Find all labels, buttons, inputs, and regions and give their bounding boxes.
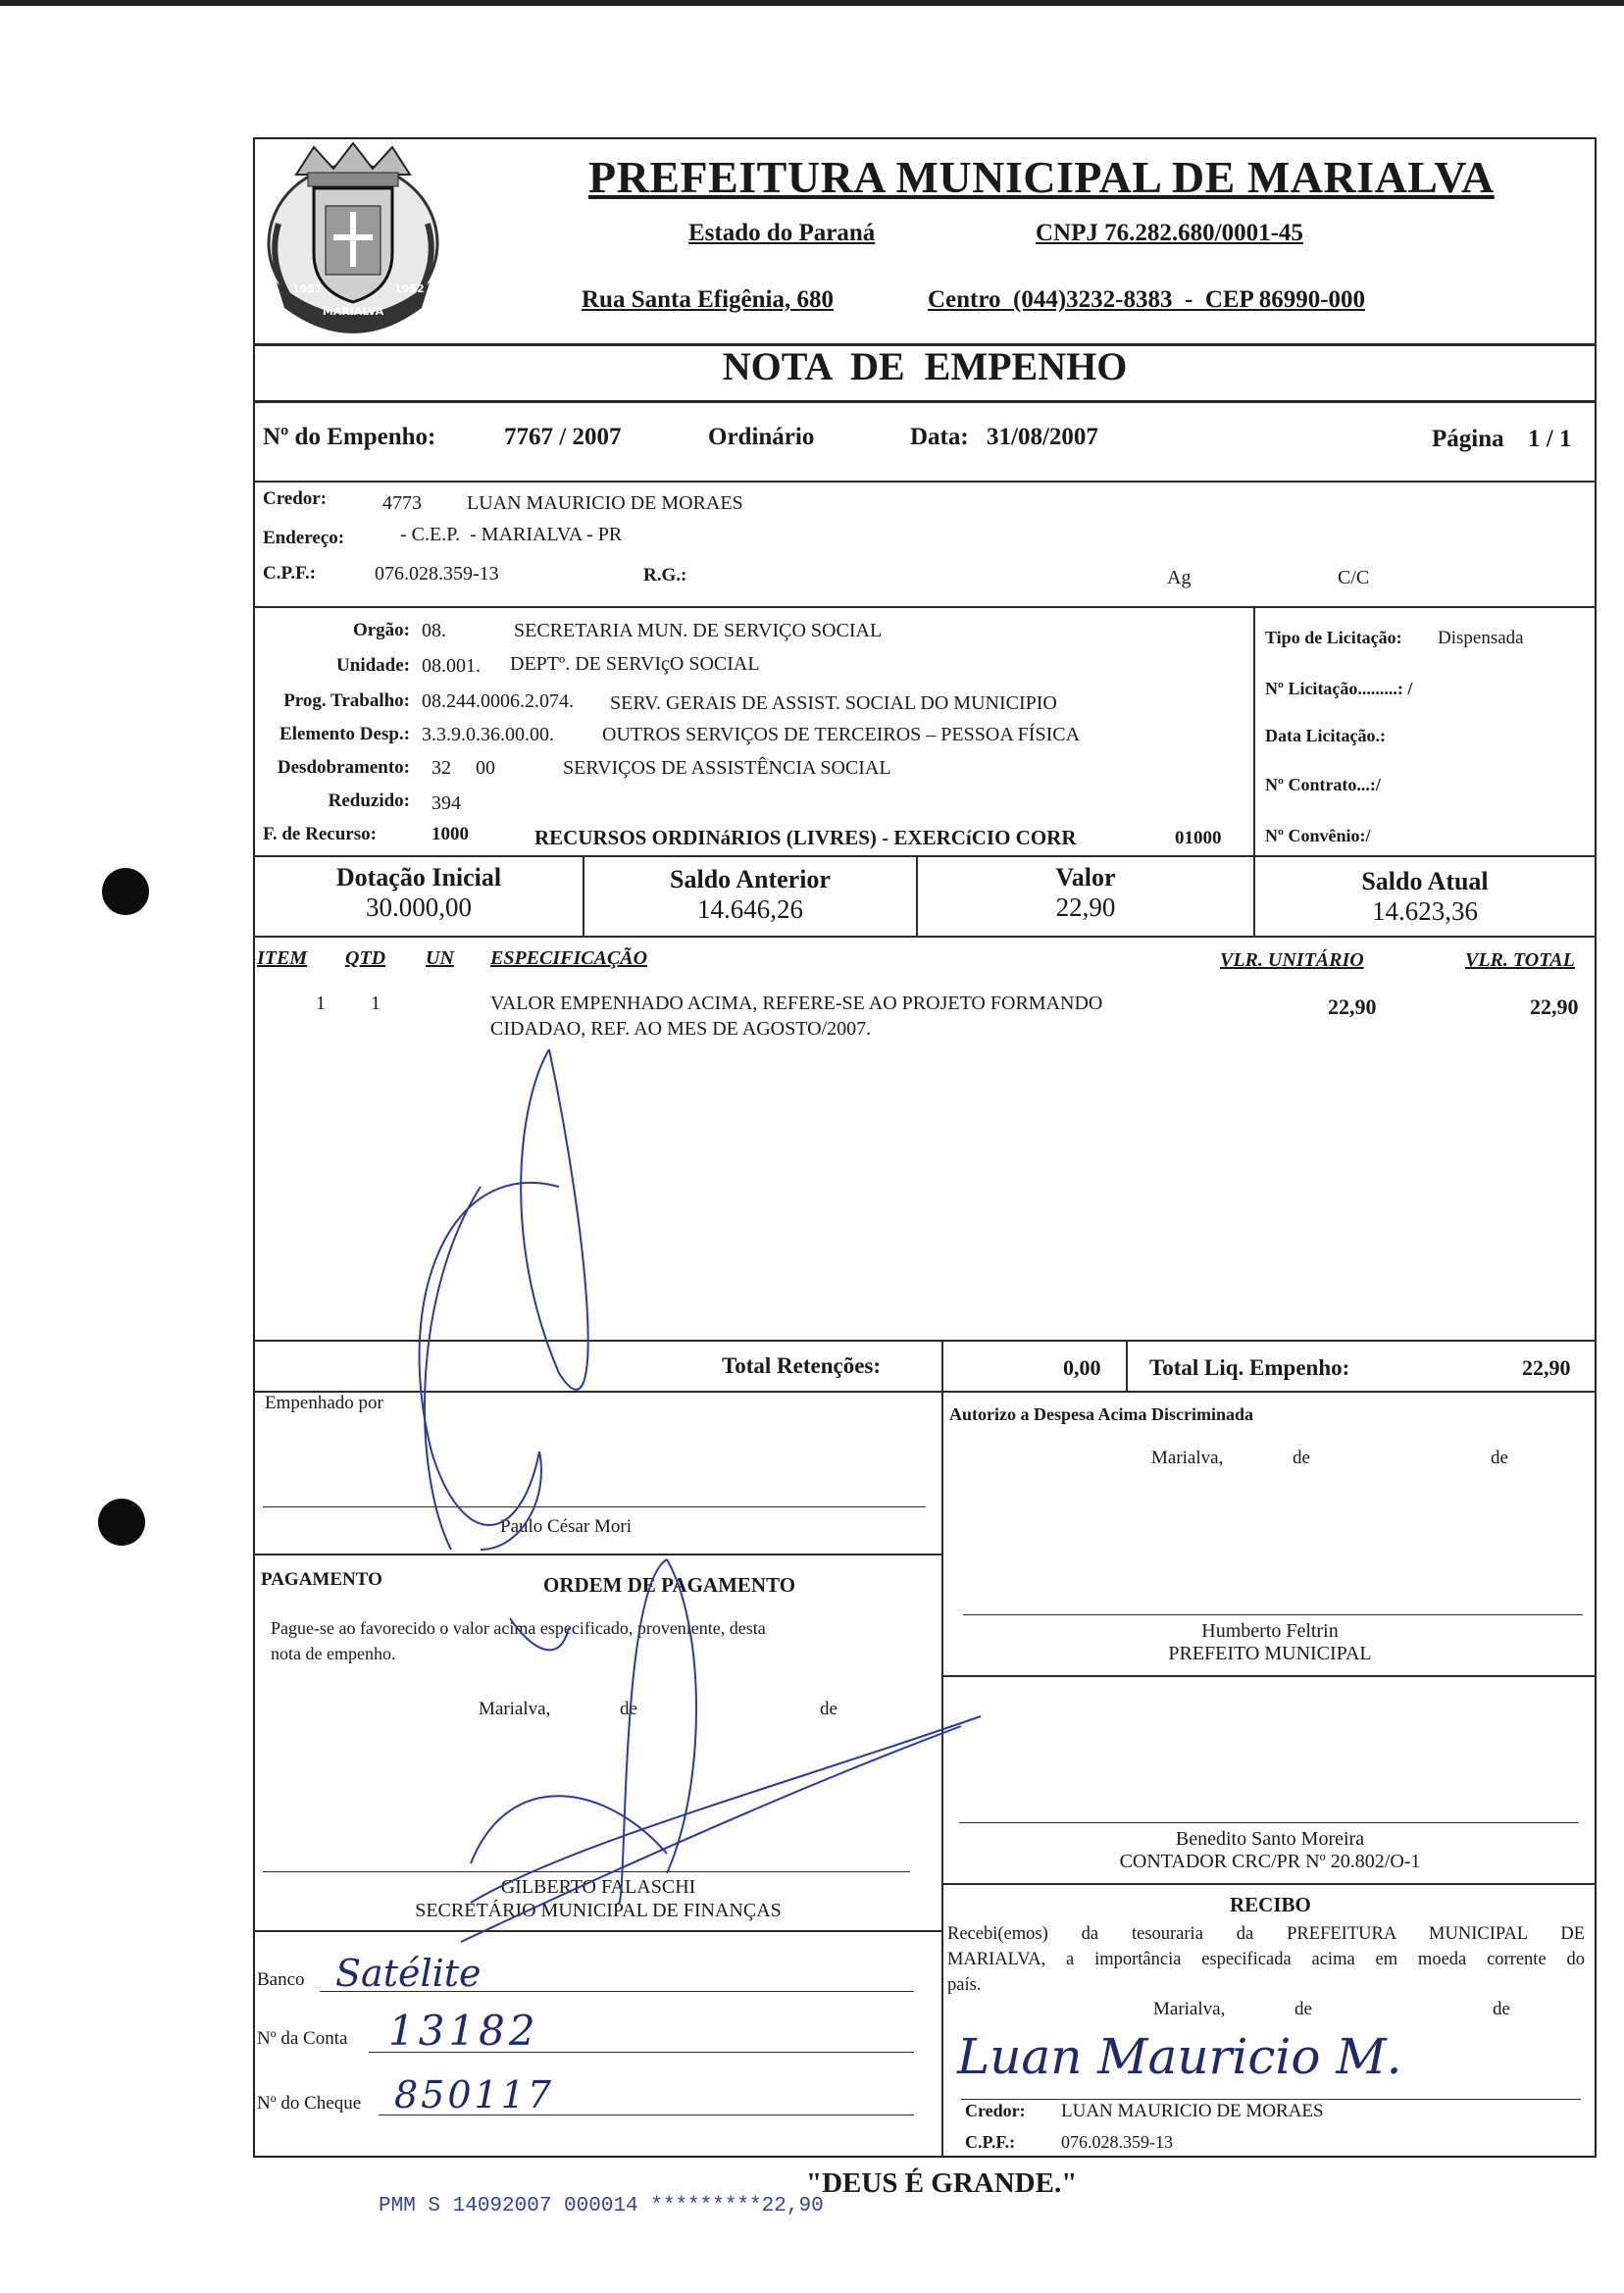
empenho-number: 7767 / 2007 bbox=[504, 424, 622, 450]
address-label: Rua Santa Efigênia, 680 bbox=[582, 286, 834, 313]
autorizo-label: Autorizo a Despesa Acima Discriminada bbox=[949, 1404, 1253, 1424]
recibo-cpf: 076.028.359-13 bbox=[1061, 2132, 1173, 2152]
signature-scribble-icon bbox=[373, 1040, 1000, 1981]
conta-label: Nº da Conta bbox=[257, 2028, 348, 2049]
prefeito: Humberto Feltrin PREFEITO MUNICIPAL bbox=[1168, 1620, 1372, 1664]
empenhado-nome: Paulo César Mori bbox=[500, 1516, 633, 1537]
print-stamp: PMM S 14092007 000014 *********22,90 bbox=[379, 2195, 824, 2217]
empenho-date: 31/08/2007 bbox=[987, 424, 1098, 450]
banco-label: Banco bbox=[257, 1969, 305, 1990]
empenho-type: Ordinário bbox=[708, 424, 815, 450]
punch-hole bbox=[98, 1499, 145, 1546]
dotacao-inicial: Dotação Inicial 30.000,00 bbox=[335, 863, 502, 922]
municipal-seal-icon bbox=[257, 135, 449, 336]
n-contrato: Nº Contrato...:/ bbox=[1265, 775, 1381, 794]
district-phone-label: Centro (044)3232-8383 - CEP 86990-000 bbox=[928, 286, 1366, 313]
credor-label: Credor: bbox=[263, 488, 328, 509]
conta-corrente-label: C/C bbox=[1338, 567, 1370, 588]
credor-code: 4773 bbox=[382, 492, 422, 514]
cheque-label: Nº do Cheque bbox=[257, 2093, 362, 2114]
n-licitacao: Nº Licitação.........: / bbox=[1265, 679, 1413, 698]
document-title: NOTA DE EMPENHO bbox=[722, 344, 1128, 388]
cpf-value: 076.028.359-13 bbox=[375, 563, 499, 585]
empenho-date-label: Data: bbox=[910, 424, 969, 450]
footer-motto: "DEUS É GRANDE." bbox=[806, 2167, 1078, 2199]
recibo-texto: Recebi(emos) da tesouraria da PREFEITURA MUNICIPAL DE bbox=[947, 1924, 1585, 1944]
tipo-licitacao-label: Tipo de Licitação: bbox=[1265, 628, 1402, 647]
recibo-signature: Luan Mauricio M. bbox=[957, 2028, 1402, 2085]
data-licitacao: Data Licitação.: bbox=[1265, 726, 1386, 745]
saldo-anterior: Saldo Anterior 14.646,26 bbox=[670, 865, 831, 924]
tipo-licitacao-value: Dispensada bbox=[1438, 628, 1524, 648]
liq-value: 22,90 bbox=[1522, 1355, 1571, 1380]
pagamento-texto: Pague-se ao favorecido o valor acima especificado, proveniente, desta bbox=[271, 1618, 766, 1638]
ordem-pagamento-label: ORDEM DE PAGAMENTO bbox=[543, 1573, 796, 1597]
n-convenio: Nº Convênio:/ bbox=[1265, 826, 1371, 845]
contador: Benedito Santo Moreira CONTADOR CRC/PR Nº 20.802/O-1 bbox=[1119, 1828, 1421, 1872]
estado-label: Estado do Paraná bbox=[688, 220, 876, 246]
cpf-label: C.P.F.: bbox=[263, 563, 317, 584]
liq-label: Total Liq. Empenho: bbox=[1149, 1355, 1350, 1380]
conta-value: 13182 bbox=[388, 2007, 539, 2055]
scan-top-edge bbox=[0, 0, 1624, 6]
page-label: Página bbox=[1432, 426, 1504, 452]
rg-label: R.G.: bbox=[643, 565, 687, 586]
cnpj-label: CNPJ 76.282.680/0001-45 bbox=[1036, 220, 1303, 246]
recurso-desc: RECURSOS ORDINáRIOS (LIVRES) - EXERCíCIO CORR bbox=[534, 826, 1077, 849]
recibo-credor-label: Credor: bbox=[965, 2101, 1026, 2120]
endereco-label: Endereço: bbox=[263, 528, 345, 548]
retencoes-label: Total Retenções: bbox=[722, 1353, 882, 1378]
recurso-code: 1000 bbox=[431, 824, 469, 844]
saldo-atual: Saldo Atual 14.623,36 bbox=[1361, 867, 1489, 926]
empenhado-por-label: Empenhado por bbox=[265, 1393, 383, 1413]
recurso-label: F. de Recurso: bbox=[263, 824, 377, 844]
svg-text:1952: 1952 bbox=[394, 282, 425, 295]
credor-name: LUAN MAURICIO DE MORAES bbox=[467, 492, 743, 514]
pagamento-label: PAGAMENTO bbox=[261, 1569, 382, 1590]
secretario: GILBERTO FALASCHI SECRETÁRIO MUNICIPAL DE FINANÇAS bbox=[415, 1876, 782, 1921]
recibo-title: RECIBO bbox=[1230, 1893, 1311, 1916]
page-number: 1 / 1 bbox=[1528, 426, 1572, 452]
recurso-code2: 01000 bbox=[1175, 828, 1222, 848]
valor: Valor 22,90 bbox=[1055, 863, 1116, 922]
svg-text:1951: 1951 bbox=[292, 282, 323, 295]
seal-banner-text: MARIALVA bbox=[322, 305, 384, 318]
agencia-label: Ag bbox=[1167, 567, 1192, 588]
recibo-cpf-label: C.P.F.: bbox=[965, 2132, 1016, 2152]
empenho-number-label: Nº do Empenho: bbox=[263, 424, 436, 450]
prefeitura-title: PREFEITURA MUNICIPAL DE MARIALVA bbox=[588, 152, 1495, 202]
endereco-value: - C.E.P. - MARIALVA - PR bbox=[400, 524, 623, 545]
cheque-value: 850117 bbox=[394, 2073, 555, 2116]
retencoes-value: 0,00 bbox=[1063, 1355, 1101, 1380]
recibo-credor-nome: LUAN MAURICIO DE MORAES bbox=[1061, 2101, 1324, 2121]
banco-value: Satélite bbox=[335, 1952, 482, 1995]
punch-hole bbox=[102, 868, 149, 915]
